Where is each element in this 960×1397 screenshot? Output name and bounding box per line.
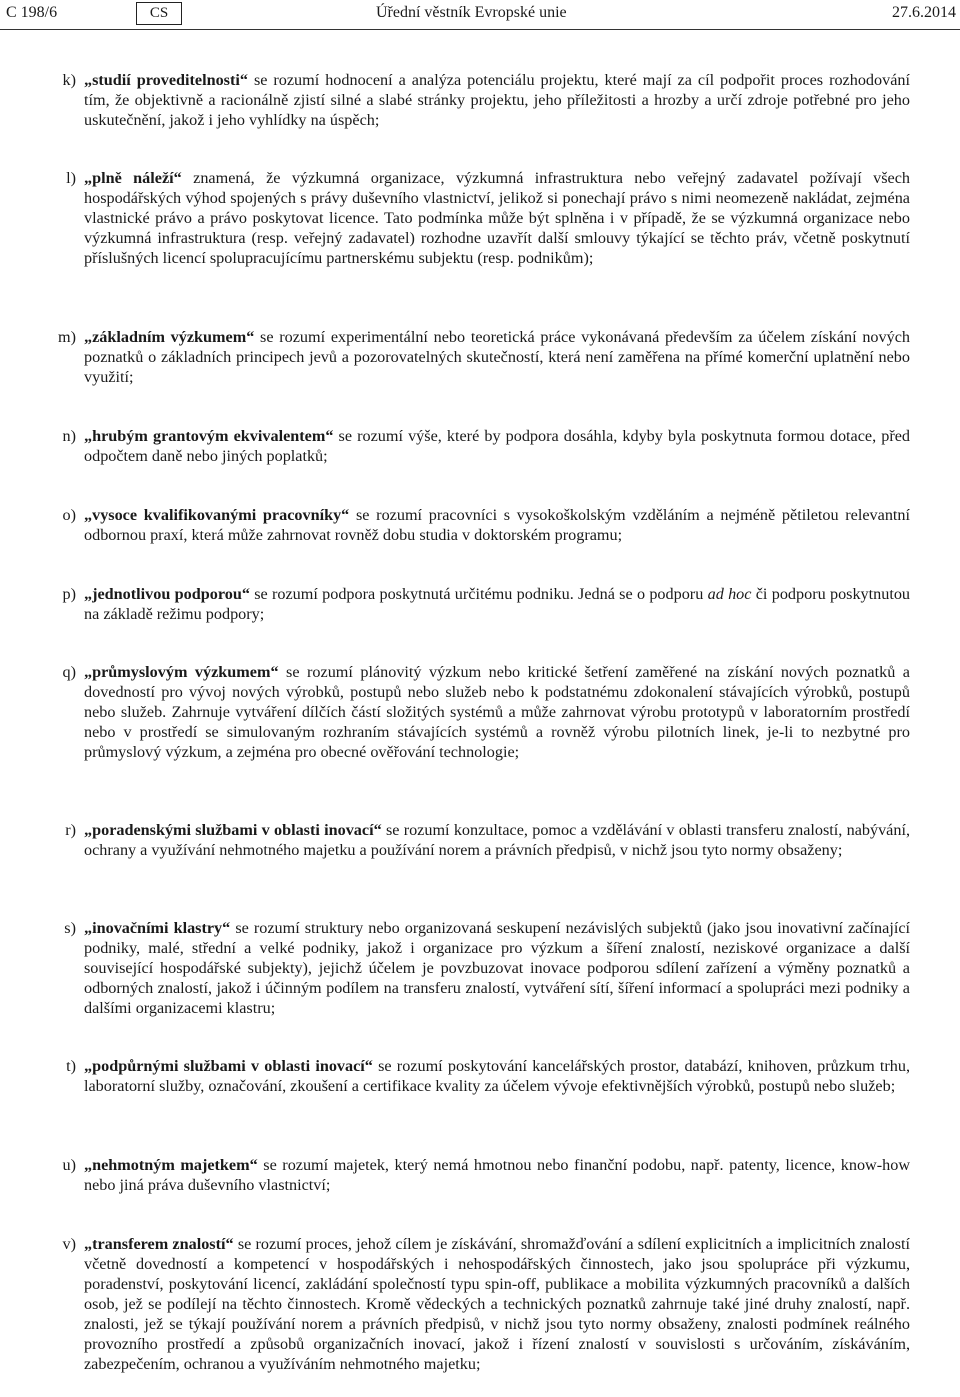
item-term: hrubým grantovým ekvivalentem (92, 427, 326, 445)
item-marker: l) (66, 169, 76, 187)
language-badge: CS (136, 2, 182, 25)
item-term: podpůrnými službami v oblasti inovací (92, 1057, 365, 1075)
publication-date: 27.6.2014 (892, 4, 956, 21)
item-text: znamená, že výzkumná organizace, výzkumná infrastruktura nebo veřejný zadavatel požívají všech hospodářských výhod spojených s právy duševního vlastnictví, jelikož si ponechají právo s nimi neomezeně nakládat, zejména vlastnické právo a právo poskytovat licence. Tato podmínka může být splněna i v případě, že se výzkumná organizace nebo výzkumná infrastruktura (resp. veřejný zadavatel) rozhodne uzavřít další smlouvy týkající se těchto práv, včetně poskytnutí příslušných licencí spolupracujícímu partnerskému subjektu (resp. podnikům); (84, 169, 911, 267)
item-marker: s) (64, 919, 76, 937)
item-body: „jednotlivou podporou“ se rozumí podpora poskytnutá určitému podniku. Jedná se o podporu ad hoc či podporu poskytnutou na základě režimu podpory; (84, 585, 911, 623)
item-body: „hrubým grantovým ekvivalentem“ se rozumí výše, které by podpora dosáhla, kdyby byla poskytnuta formou dotace, před odpočtem daně nebo jiných poplatků; (84, 427, 911, 465)
item-text-before: se rozumí podpora poskytnutá určitému podniku. Jedná se o podporu (254, 585, 704, 603)
item-marker: p) (62, 585, 76, 603)
item-text: se rozumí majetek, který nemá hmotnou nebo finanční podobu, např. patenty, licence, know-how nebo jiná práva duševního vlastnictví; (84, 1156, 911, 1194)
item-text: se rozumí hodnocení a analýza potenciálu projektu, které mají za cíl podpořit proces rozhodování tím, že objektivně a racionálně zjistí silné a slabé stránky projektu, jeho příležitosti a hrozby a určí zdroje potřebné pro jeho uskutečnění, jakož i jeho vyhlídky na úspěch; (84, 71, 910, 129)
item-marker: t) (66, 1057, 76, 1075)
item-term: transferem znalostí (92, 1235, 226, 1253)
item-text: se rozumí výše, které by podpora dosáhla, kdyby byla poskytnuta formou dotace, před odpočtem daně nebo jiných poplatků; (84, 427, 911, 465)
item-text: se rozumí konzultace, pomoc a vzdělávání v oblasti transferu znalostí, nabývání, ochrany a využívání nehmotného majetku a používání norem a právních předpisů, v nichž jsou tyto normy obsaženy; (84, 821, 910, 859)
item-term: vysoce kvalifikovanými pracovníky (92, 506, 342, 524)
item-text-italic: ad hoc (707, 585, 752, 603)
item-text: se rozumí plánovitý výzkum nebo kritické šetření zaměřené na získání nových poznatků a dovedností pro vývoj nových výrobků, postupů nebo služeb nebo k podstatnému zdokonalení stávajících výrobků, postupů nebo služeb. Zahrnuje vytváření dílčích částí složitých systémů a může zahrnovat výrobu prototypů v laboratorním prostředí nebo v prostředí se simulovaným rozhraním stávajících systémů a rovněž výrobu pilotních linek, je-li to nezbytné pro průmyslový výzkum, a zejména pro obecné ověřování technologie; (84, 663, 910, 761)
item-marker: m) (58, 328, 76, 346)
item-body: „poradenskými službami v oblasti inovací“ se rozumí konzultace, pomoc a vzdělávání v oblasti transferu znalostí, nabývání, ochrany a využívání nehmotného majetku a používání norem a právních předpisů, v nichž jsou tyto normy obsaženy; (84, 821, 910, 859)
item-marker: o) (62, 506, 76, 524)
item-text: se rozumí pracovníci s vysokoškolským vzděláním a nejméně pětiletou relevantní odbornou praxí, která může zahrnovat rovněž dobu studia v doktorském programu; (84, 506, 911, 544)
item-body: „studií proveditelnosti“ se rozumí hodnocení a analýza potenciálu projektu, které mají za cíl podpořit proces rozhodování tím, že objektivně a racionálně zjistí silné a slabé stránky projektu, jeho příležitosti a hrozby a určí zdroje potřebné pro jeho uskutečnění, jakož i jeho vyhlídky na úspěch; (84, 71, 910, 129)
item-body: „podpůrnými službami v oblasti inovací“ se rozumí poskytování kancelářských prostor, databází, knihoven, průzkum trhu, laboratorní služby, označování, zkoušení a certifikace kvality za účelem vývoje efektivnějších výrobků, postupů nebo služeb; (84, 1057, 911, 1095)
item-marker: v) (62, 1235, 76, 1253)
page-reference: C 198/6 (6, 4, 58, 21)
item-term: nehmotným majetkem (92, 1156, 250, 1174)
item-body: „průmyslovým výzkumem“ se rozumí plánovitý výzkum nebo kritické šetření zaměřené na získání nových poznatků a dovedností pro vývoj nových výrobků, postupů nebo služeb nebo k podstatnému zdokonalení stávajících výrobků, postupů nebo služeb. Zahrnuje vytváření dílčích částí složitých systémů a může zahrnovat výrobu prototypů v laboratorním prostředí nebo v prostředí se simulovaným rozhraním stávajících systémů a rovněž výrobu pilotních linek, je-li to nezbytné pro průmyslový výzkum, a zejména pro obecné ověřování technologie; (84, 663, 910, 761)
item-body: „základním výzkumem“ se rozumí experimentální nebo teoretická práce vykonávaná především za účelem získání nových poznatků o základních principech jevů a pozorovatelných skutečností, která není zaměřena na přímé komerční uplatnění nebo využití; (84, 328, 910, 386)
item-text: se rozumí proces, jehož cílem je získávání, shromažďování a sdílení explicitních a implicitních znalostí včetně dovedností a kompetencí v hospodářských i nehospodářských činnostech, jako jsou spolupráce při výzkumu, poradenství, poskytování licencí, zakládání společností typu spin-off, publikace a mobilita výzkumných pracovníků a dalších osob, jež se podílejí na těchto činnostech. Kromě vědeckých a technických poznatků zahrnuje také jiné druhy znalostí, např. znalosti, jež se týkají používání norem a právních předpisů, v nichž jsou tyto normy obsaženy, znalosti podmínek reálného provozního prostředí a způsobů organizačních inovací, jakož i řízení znalostí v souvislosti s určováním, získáváním, zabezpečením, ochranou a využíváním nehmotného majetku; (84, 1235, 911, 1373)
item-term: jednotlivou podporou (92, 585, 242, 603)
item-body: „transferem znalostí“ se rozumí proces, jehož cílem je získávání, shromažďování a sdílení explicitních a implicitních znalostí včetně dovedností a kompetencí v hospodářských i nehospodářských činnostech, jako jsou spolupráce při výzkumu, poradenství, poskytování licencí, zakládání společností typu spin-off, publikace a mobilita výzkumných pracovníků a dalších osob, jež se podílejí na těchto činnostech. Kromě vědeckých a technických poznatků zahrnuje také jiné druhy znalostí, např. znalosti, jež se týkají používání norem a právních předpisů, v nichž jsou tyto normy obsaženy, znalosti podmínek reálného provozního prostředí a způsobů organizačních inovací, jakož i řízení znalostí v souvislosti s určováním, získáváním, zabezpečením, ochranou a využíváním nehmotného majetku; (84, 1235, 911, 1373)
item-text: se rozumí struktury nebo organizovaná seskupení nezávislých subjektů (jako jsou inovativní začínající podniky, malé, střední a velké podniky, jakož i organizace pro výzkum a šíření znalostí, neziskové organizace a další související hospodářské subjekty), jejichž účelem je povzbuzovat inovace podporou sdílení zařízení a výměny poznatků a odborných znalostí, jakož i účinným podílem na transferu znalostí, vytváření sítí, šíření informací a spolupráci mezi podniky a dalšími organizacemi klastru; (84, 919, 911, 1017)
header-rule (0, 29, 960, 30)
item-body: „nehmotným majetkem“ se rozumí majetek, který nemá hmotnou nebo finanční podobu, např. patenty, licence, know-how nebo jiná práva duševního vlastnictví; (84, 1156, 911, 1194)
item-body: „plně náleží“ znamená, že výzkumná organizace, výzkumná infrastruktura nebo veřejný zadavatel požívají všech hospodářských výhod spojených s právy duševního vlastnictví, jelikož si ponechají právo s nimi neomezeně nakládat, zejména vlastnické právo a právo poskytovat licence. Tato podmínka může být splněna i v případě, že se výzkumná organizace nebo výzkumná infrastruktura (resp. veřejný zadavatel) rozhodne uzavřít další smlouvy týkající se těchto práv, včetně poskytnutí příslušných licencí spolupracujícímu partnerskému subjektu (resp. podnikům); (84, 169, 911, 267)
item-marker: k) (62, 71, 76, 89)
item-text: se rozumí poskytování kancelářských prostor, databází, knihoven, průzkum trhu, laboratorní služby, označování, zkoušení a certifikace kvality za účelem vývoje efektivnějších výrobků, postupů nebo služeb; (84, 1057, 911, 1095)
page-header (0, 0, 960, 30)
item-body: „vysoce kvalifikovanými pracovníky“ se rozumí pracovníci s vysokoškolským vzděláním a nejméně pětiletou relevantní odbornou praxí, která může zahrnovat rovněž dobu studia v doktorském programu; (84, 506, 911, 544)
journal-title: Úřední věstník Evropské unie (376, 4, 567, 21)
item-marker: r) (65, 821, 76, 839)
item-term: základním výzkumem (92, 328, 247, 346)
item-body: „inovačními klastry“ se rozumí struktury nebo organizovaná seskupení nezávislých subjektů (jako jsou inovativní začínající podniky, malé, střední a velké podniky, jakož i organizace pro výzkum a šíření znalostí, neziskové organizace a další související hospodářské subjekty), jejichž účelem je povzbuzovat inovace podporou sdílení zařízení a výměny poznatků a odborných znalostí, jakož i účinným podílem na transferu znalostí, vytváření sítí, šíření informací a spolupráci mezi podniky a dalšími organizacemi klastru; (84, 919, 911, 1017)
item-term: poradenskými službami v oblasti inovací (92, 821, 374, 839)
item-marker: n) (62, 427, 76, 445)
item-text-after: či podporu poskytnutou na základě režimu podpory; (84, 585, 911, 623)
item-term: inovačními klastry (92, 919, 223, 937)
item-term: průmyslovým výzkumem (92, 663, 271, 681)
item-text: se rozumí experimentální nebo teoretická práce vykonávaná především za účelem získání nových poznatků o základních principech jevů a pozorovatelných skutečností, která není zaměřena na přímé komerční uplatnění nebo využití; (84, 328, 910, 386)
item-marker: u) (62, 1156, 76, 1174)
item-term: plně náleží (92, 169, 174, 187)
item-term: studií proveditelnosti (92, 71, 240, 89)
item-marker: q) (62, 663, 76, 681)
